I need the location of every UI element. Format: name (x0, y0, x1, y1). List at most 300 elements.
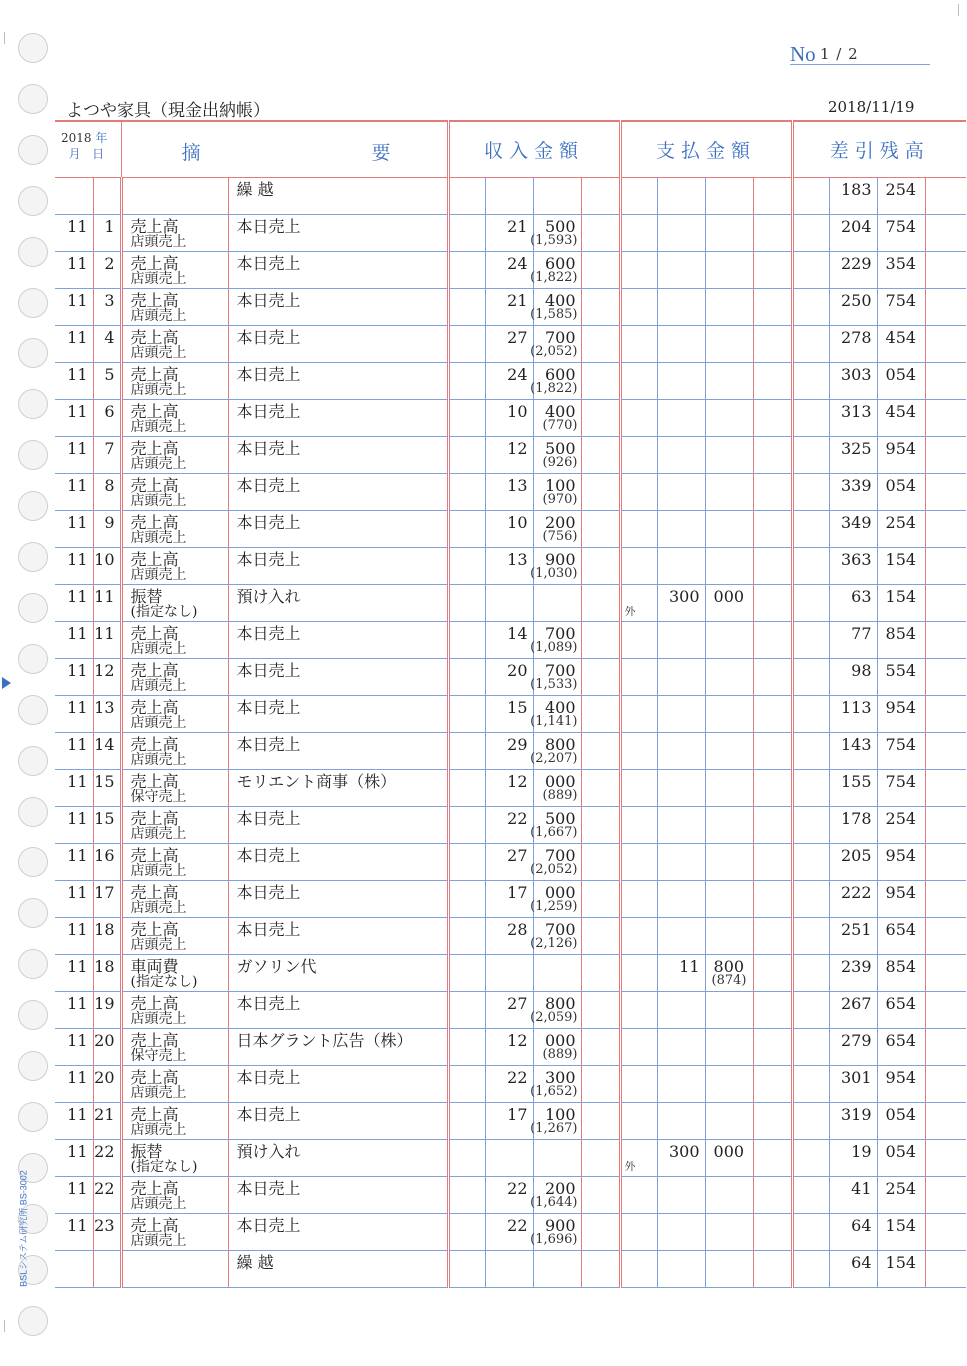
page-number-label: No (790, 42, 816, 66)
row-month: 11 (55, 659, 93, 696)
balance-c4 (925, 289, 966, 326)
cash-ledger-table (55, 120, 966, 1288)
row-memo: 本日売上 (228, 1103, 448, 1140)
balance-c1 (792, 659, 829, 696)
payment-units (705, 1066, 753, 1103)
payment-c1 (620, 696, 657, 733)
payment-thousands (657, 844, 705, 881)
row-month: 11 (55, 474, 93, 511)
income-thousands (485, 1251, 533, 1288)
payment-c4 (753, 844, 792, 881)
payment-units (705, 622, 753, 659)
income-tax: (1,141) (530, 714, 578, 729)
balance-c4 (925, 807, 966, 844)
income-c1 (448, 363, 485, 400)
binder-hole (18, 135, 48, 165)
income-units: 500 (926) (533, 437, 581, 474)
income-tax: (1,667) (530, 825, 578, 840)
income-tax: (889) (542, 1047, 578, 1062)
row-account: 売上高 店頭売上 (121, 363, 228, 400)
row-day: 4 (93, 326, 121, 363)
payment-c4 (753, 622, 792, 659)
binder-hole (18, 1051, 48, 1081)
balance-c4 (925, 474, 966, 511)
row-memo: 本日売上 (228, 807, 448, 844)
row-month: 11 (55, 1214, 93, 1251)
balance-c1 (792, 437, 829, 474)
row-month: 11 (55, 1177, 93, 1214)
row-month: 11 (55, 1103, 93, 1140)
row-account: 売上高 店頭売上 (121, 548, 228, 585)
header-year: 2018 (61, 131, 92, 145)
income-units: 200 (1,644) (533, 1177, 581, 1214)
income-units (533, 955, 581, 992)
balance-thousands: 143 (829, 733, 877, 770)
balance-thousands: 279 (829, 1029, 877, 1066)
income-thousands: 22 (485, 807, 533, 844)
income-c1 (448, 511, 485, 548)
row-memo: 本日売上 (228, 363, 448, 400)
balance-thousands: 155 (829, 770, 877, 807)
payment-c1 (620, 1177, 657, 1214)
payment-c1 (620, 363, 657, 400)
row-month: 11 (55, 807, 93, 844)
binder-hole (18, 542, 48, 572)
income-tax: (2,059) (530, 1010, 578, 1025)
payment-c4 (753, 400, 792, 437)
row-account: 売上高 店頭売上 (121, 326, 228, 363)
income-c4 (581, 881, 620, 918)
balance-thousands: 204 (829, 215, 877, 252)
income-units: 400 (1,141) (533, 696, 581, 733)
payment-thousands (657, 400, 705, 437)
income-c1 (448, 1029, 485, 1066)
income-thousands: 27 (485, 844, 533, 881)
payment-c4 (753, 1066, 792, 1103)
row-month: 11 (55, 400, 93, 437)
income-units: 200 (756) (533, 511, 581, 548)
income-units: 500 (1,667) (533, 807, 581, 844)
ledger-row (55, 733, 966, 770)
balance-units: 254 (877, 511, 925, 548)
balance-units: 954 (877, 696, 925, 733)
income-thousands: 24 (485, 252, 533, 289)
payment-c4 (753, 992, 792, 1029)
balance-c1 (792, 252, 829, 289)
income-c1 (448, 807, 485, 844)
payment-thousands (657, 326, 705, 363)
ledger-date: 2018/11/19 (828, 98, 915, 116)
row-memo: 本日売上 (228, 400, 448, 437)
payment-thousands (657, 1066, 705, 1103)
income-c4 (581, 511, 620, 548)
balance-units: 454 (877, 326, 925, 363)
income-thousands: 13 (485, 548, 533, 585)
income-thousands: 22 (485, 1177, 533, 1214)
income-c4 (581, 289, 620, 326)
row-day: 6 (93, 400, 121, 437)
row-day (93, 178, 121, 215)
income-thousands (485, 955, 533, 992)
balance-c1 (792, 326, 829, 363)
payment-mark: 外 (624, 1160, 636, 1173)
income-c1 (448, 548, 485, 585)
income-units: 700 (1,533) (533, 659, 581, 696)
row-account: 売上高 店頭売上 (121, 289, 228, 326)
row-day: 20 (93, 1066, 121, 1103)
row-day: 1 (93, 215, 121, 252)
payment-units (705, 844, 753, 881)
balance-units: 054 (877, 474, 925, 511)
balance-c1 (792, 807, 829, 844)
income-tax: (2,052) (530, 862, 578, 877)
binder-hole (18, 288, 48, 318)
income-tax: (1,030) (530, 566, 578, 581)
row-account: 売上高 店頭売上 (121, 881, 228, 918)
row-month: 11 (55, 585, 93, 622)
crop-mark (4, 32, 5, 44)
income-units: 500 (1,593) (533, 215, 581, 252)
income-thousands: 21 (485, 215, 533, 252)
income-c1 (448, 1214, 485, 1251)
income-tax: (2,207) (530, 751, 578, 766)
payment-c1 (620, 1066, 657, 1103)
ledger-row (55, 1214, 966, 1251)
balance-c1 (792, 1251, 829, 1288)
payment-c1 (620, 918, 657, 955)
row-memo: 本日売上 (228, 733, 448, 770)
balance-units: 254 (877, 1177, 925, 1214)
income-c1 (448, 1251, 485, 1288)
balance-c1 (792, 474, 829, 511)
ledger-row (55, 363, 966, 400)
balance-c1 (792, 289, 829, 326)
income-c4 (581, 326, 620, 363)
row-account: 売上高 店頭売上 (121, 511, 228, 548)
income-c1 (448, 1177, 485, 1214)
ledger-header-row (55, 121, 966, 178)
income-c1 (448, 696, 485, 733)
balance-c1 (792, 622, 829, 659)
balance-units: 854 (877, 622, 925, 659)
balance-c4 (925, 881, 966, 918)
balance-units: 454 (877, 400, 925, 437)
payment-thousands (657, 622, 705, 659)
row-memo: 本日売上 (228, 511, 448, 548)
header-year-unit: 年 (95, 131, 108, 145)
binder-hole (18, 898, 48, 928)
income-units: 000 (889) (533, 1029, 581, 1066)
row-day: 14 (93, 733, 121, 770)
payment-c1 (620, 770, 657, 807)
balance-thousands: 239 (829, 955, 877, 992)
row-day: 3 (93, 289, 121, 326)
ledger-row (55, 881, 966, 918)
payment-thousands (657, 548, 705, 585)
income-units: 400 (770) (533, 400, 581, 437)
income-c4 (581, 178, 620, 215)
payment-thousands (657, 511, 705, 548)
binder-hole (18, 593, 48, 623)
ledger-row (55, 807, 966, 844)
binder-hole (18, 1306, 48, 1336)
ledger-row (55, 548, 966, 585)
row-month: 11 (55, 326, 93, 363)
income-c1 (448, 844, 485, 881)
row-month: 11 (55, 252, 93, 289)
balance-thousands: 183 (829, 178, 877, 215)
income-c1 (448, 215, 485, 252)
income-units: 800 (2,059) (533, 992, 581, 1029)
income-c1 (448, 659, 485, 696)
payment-units (705, 289, 753, 326)
balance-units: 154 (877, 1214, 925, 1251)
income-units: 900 (1,696) (533, 1214, 581, 1251)
row-memo: 本日売上 (228, 215, 448, 252)
income-thousands: 15 (485, 696, 533, 733)
payment-units (705, 1177, 753, 1214)
income-c4 (581, 1214, 620, 1251)
row-account: 売上高 店頭売上 (121, 992, 228, 1029)
balance-thousands: 325 (829, 437, 877, 474)
row-account: 売上高 店頭売上 (121, 733, 228, 770)
income-c4 (581, 400, 620, 437)
row-month: 11 (55, 1140, 93, 1177)
binder-hole (18, 1000, 48, 1030)
payment-mark: 外 (624, 605, 636, 618)
balance-c1 (792, 955, 829, 992)
balance-thousands: 113 (829, 696, 877, 733)
payment-units (705, 1214, 753, 1251)
income-tax: (1,089) (530, 640, 578, 655)
payment-thousands (657, 252, 705, 289)
payment-c4 (753, 437, 792, 474)
balance-c1 (792, 585, 829, 622)
income-c1 (448, 178, 485, 215)
income-c4 (581, 363, 620, 400)
payment-c4 (753, 1251, 792, 1288)
income-thousands: 27 (485, 992, 533, 1029)
income-tax: (1,259) (530, 899, 578, 914)
payment-units (705, 252, 753, 289)
balance-thousands: 205 (829, 844, 877, 881)
row-day: 18 (93, 955, 121, 992)
balance-c4 (925, 844, 966, 881)
income-units: 700 (2,126) (533, 918, 581, 955)
row-account: 売上高 店頭売上 (121, 844, 228, 881)
income-tax: (1,652) (530, 1084, 578, 1099)
payment-thousands (657, 437, 705, 474)
row-memo: 本日売上 (228, 992, 448, 1029)
income-units: 300 (1,652) (533, 1066, 581, 1103)
income-thousands: 14 (485, 622, 533, 659)
balance-units: 054 (877, 1140, 925, 1177)
row-memo: 本日売上 (228, 696, 448, 733)
payment-units: 000 (705, 585, 753, 622)
page-marker-arrow-icon (2, 677, 11, 689)
ledger-row (55, 178, 966, 215)
row-month: 11 (55, 622, 93, 659)
binder-hole (18, 338, 48, 368)
row-account: 振替 (指定なし) (121, 585, 228, 622)
balance-c4 (925, 1251, 966, 1288)
payment-units (705, 770, 753, 807)
row-account: 車両費 (指定なし) (121, 955, 228, 992)
balance-thousands: 303 (829, 363, 877, 400)
payment-c4 (753, 215, 792, 252)
income-thousands: 27 (485, 326, 533, 363)
balance-c4 (925, 1140, 966, 1177)
row-day: 22 (93, 1177, 121, 1214)
row-account: 振替 (指定なし) (121, 1140, 228, 1177)
income-thousands: 12 (485, 770, 533, 807)
row-memo: 本日売上 (228, 1214, 448, 1251)
income-thousands: 10 (485, 400, 533, 437)
row-day: 13 (93, 696, 121, 733)
payment-c1 (620, 992, 657, 1029)
income-c1 (448, 474, 485, 511)
income-c4 (581, 955, 620, 992)
payment-c4 (753, 807, 792, 844)
row-account (121, 1251, 228, 1288)
binder-hole (18, 695, 48, 725)
row-month: 11 (55, 844, 93, 881)
payment-c1 (620, 1140, 657, 1177)
income-c4 (581, 215, 620, 252)
payment-c1 (620, 807, 657, 844)
payment-thousands (657, 215, 705, 252)
row-day: 20 (93, 1029, 121, 1066)
income-tax: (1,822) (530, 381, 578, 396)
balance-c1 (792, 1066, 829, 1103)
row-month (55, 178, 93, 215)
ledger-row (55, 955, 966, 992)
payment-c4 (753, 363, 792, 400)
crop-mark (4, 1320, 5, 1332)
income-thousands: 12 (485, 1029, 533, 1066)
date-header (55, 121, 121, 178)
payment-units (705, 548, 753, 585)
balance-c4 (925, 955, 966, 992)
payment-c1 (620, 585, 657, 622)
balance-units: 654 (877, 992, 925, 1029)
ledger-row (55, 437, 966, 474)
row-memo: 本日売上 (228, 252, 448, 289)
income-c4 (581, 1066, 620, 1103)
ledger-row (55, 1251, 966, 1288)
income-c4 (581, 733, 620, 770)
row-day: 5 (93, 363, 121, 400)
row-month: 11 (55, 992, 93, 1029)
ledger-row (55, 844, 966, 881)
balance-thousands: 98 (829, 659, 877, 696)
payment-units (705, 1251, 753, 1288)
income-tax: (1,822) (530, 270, 578, 285)
payment-c1 (620, 622, 657, 659)
balance-units: 954 (877, 437, 925, 474)
balance-units: 154 (877, 585, 925, 622)
payment-c1 (620, 400, 657, 437)
income-c4 (581, 844, 620, 881)
binder-hole (18, 847, 48, 877)
payment-units (705, 363, 753, 400)
ledger-row (55, 1029, 966, 1066)
payment-c4 (753, 289, 792, 326)
ledger-row (55, 1140, 966, 1177)
balance-thousands: 19 (829, 1140, 877, 1177)
payment-thousands (657, 363, 705, 400)
payment-thousands (657, 881, 705, 918)
binder-hole (18, 84, 48, 114)
payment-units (705, 1029, 753, 1066)
balance-c1 (792, 733, 829, 770)
summary-header-1: 摘 (181, 142, 207, 164)
payment-units (705, 881, 753, 918)
balance-c4 (925, 215, 966, 252)
income-c1 (448, 881, 485, 918)
balance-units: 654 (877, 1029, 925, 1066)
summary-header-2: 要 (371, 142, 397, 164)
payment-units: 000 (705, 1140, 753, 1177)
row-account: 売上高 保守売上 (121, 770, 228, 807)
balance-c1 (792, 400, 829, 437)
payment-thousands (657, 807, 705, 844)
income-units (533, 585, 581, 622)
balance-thousands: 313 (829, 400, 877, 437)
balance-units: 754 (877, 770, 925, 807)
payment-units (705, 696, 753, 733)
balance-c1 (792, 363, 829, 400)
row-memo: 本日売上 (228, 1066, 448, 1103)
ledger-row (55, 400, 966, 437)
balance-units: 554 (877, 659, 925, 696)
balance-thousands: 301 (829, 1066, 877, 1103)
ledger-row (55, 215, 966, 252)
balance-header: 差引残高 (792, 121, 966, 178)
row-month: 11 (55, 511, 93, 548)
balance-c1 (792, 1140, 829, 1177)
payment-units (705, 178, 753, 215)
balance-c4 (925, 659, 966, 696)
payment-c4 (753, 326, 792, 363)
payment-c4 (753, 659, 792, 696)
payment-thousands: 300 (657, 1140, 705, 1177)
income-thousands: 10 (485, 511, 533, 548)
income-c1 (448, 289, 485, 326)
row-account: 売上高 店頭売上 (121, 474, 228, 511)
row-day: 9 (93, 511, 121, 548)
row-account: 売上高 店頭売上 (121, 807, 228, 844)
row-month: 11 (55, 1066, 93, 1103)
balance-c4 (925, 326, 966, 363)
payment-units (705, 215, 753, 252)
balance-c4 (925, 1066, 966, 1103)
income-thousands: 22 (485, 1214, 533, 1251)
payment-units (705, 511, 753, 548)
balance-c1 (792, 844, 829, 881)
income-thousands: 17 (485, 1103, 533, 1140)
income-tax: (1,644) (530, 1195, 578, 1210)
payment-c1 (620, 474, 657, 511)
income-units: 400 (1,585) (533, 289, 581, 326)
ledger-row (55, 918, 966, 955)
payment-thousands (657, 1251, 705, 1288)
binder-hole (18, 33, 48, 63)
binder-hole (18, 797, 48, 827)
payment-c4 (753, 696, 792, 733)
balance-c4 (925, 363, 966, 400)
row-memo: ガソリン代 (228, 955, 448, 992)
